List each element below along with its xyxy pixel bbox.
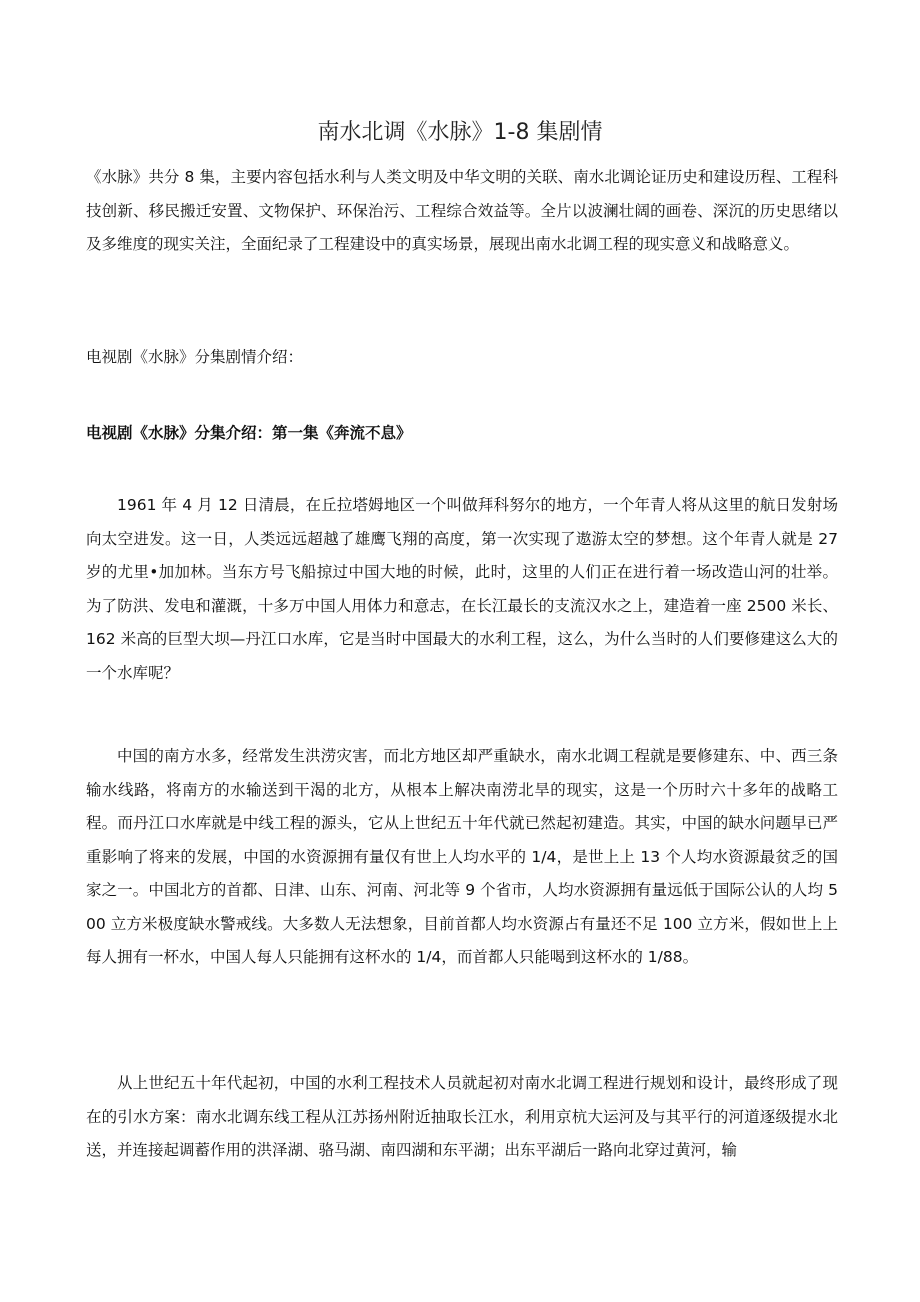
episode-list-heading: 电视剧《水脉》分集剧情介绍： [86,348,304,366]
episode-1-heading: 电视剧《水脉》分集介绍：第一集《奔流不息》 [86,424,412,442]
episode-1-paragraph-3: 从上世纪五十年代起初，中国的水利工程技术人员就起初对南水北调工程进行规划和设计，最终形成了现在的引水方案：南水北调东线工程从江苏扬州附近抽取长江水，利用京杭大运河及与其平行的河道逐级提水北送，并连接起调蓄作用的洪泽湖、骆马湖、南四湖和东平湖；出东平湖后一路向北穿过黄河，输 [86,1074,838,1159]
episode-1-paragraph-1: 1961 年 4 月 12 日清晨，在丘拉塔姆地区一个叫做拜科努尔的地方，一个年青人将从这里的航日发射场向太空进发。这一日，人类远远超越了雄鹰飞翔的高度，第一次实现了遨游太空的梦想。这个年青人就是 27 岁的尤里•加加林。当东方号飞船掠过中国大地的时候，此时，这里的人们正在进行着一场改造山河的壮举。为了防洪、发电和灌溉，十多万中国人用体力和意志，在长江最长的支流汉水之上，建造着一座 2500 米长、162 米高的巨型大坝—丹江口水库，它是当时中国最大的水利工程，这么，为什么当时的人们要修建这么大的一个水库呢？ [86,496,838,682]
document-title: 南水北调《水脉》1-8 集剧情 [317,120,603,145]
episode-1-paragraph-2: 中国的南方水多，经常发生洪涝灾害，而北方地区却严重缺水，南水北调工程就是要修建东、中、西三条输水线路，将南方的水输送到干渴的北方，从根本上解决南涝北旱的现实，这是一个历时六十多年的战略工程。而丹江口水库就是中线工程的源头，它从上世纪五十年代就已然起初建造。其实，中国的缺水问题早已严重影响了将来的发展，中国的水资源拥有量仅有世上人均水平的 1/4，是世上上 13 个人均水资源最贫乏的国家之一。中国北方的首都、日津、山东、河南、河北等 9 个省市，人均水资源拥有量远低于国际公认的人均 500 立方米极度缺水警戒线。大多数人无法想象，目前首都人均水资源占有量还不足 100 立方米，假如世上上每人拥有一杯水，中国人每人只能拥有这杯水的 1/4，而首都人只能喝到这杯水的 1/88。 [86,747,838,966]
intro-paragraph: 《水脉》共分 8 集，主要内容包括水利与人类文明及中华文明的关联、南水北调论证历史和建设历程、工程科技创新、移民搬迁安置、文物保护、环保治污、工程综合效益等。全片以波澜壮阔的画卷、深沉的历史思绪以及多维度的现实关注，全面纪录了工程建设中的真实场景，展现出南水北调工程的现实意义和战略意义。 [86,168,838,253]
